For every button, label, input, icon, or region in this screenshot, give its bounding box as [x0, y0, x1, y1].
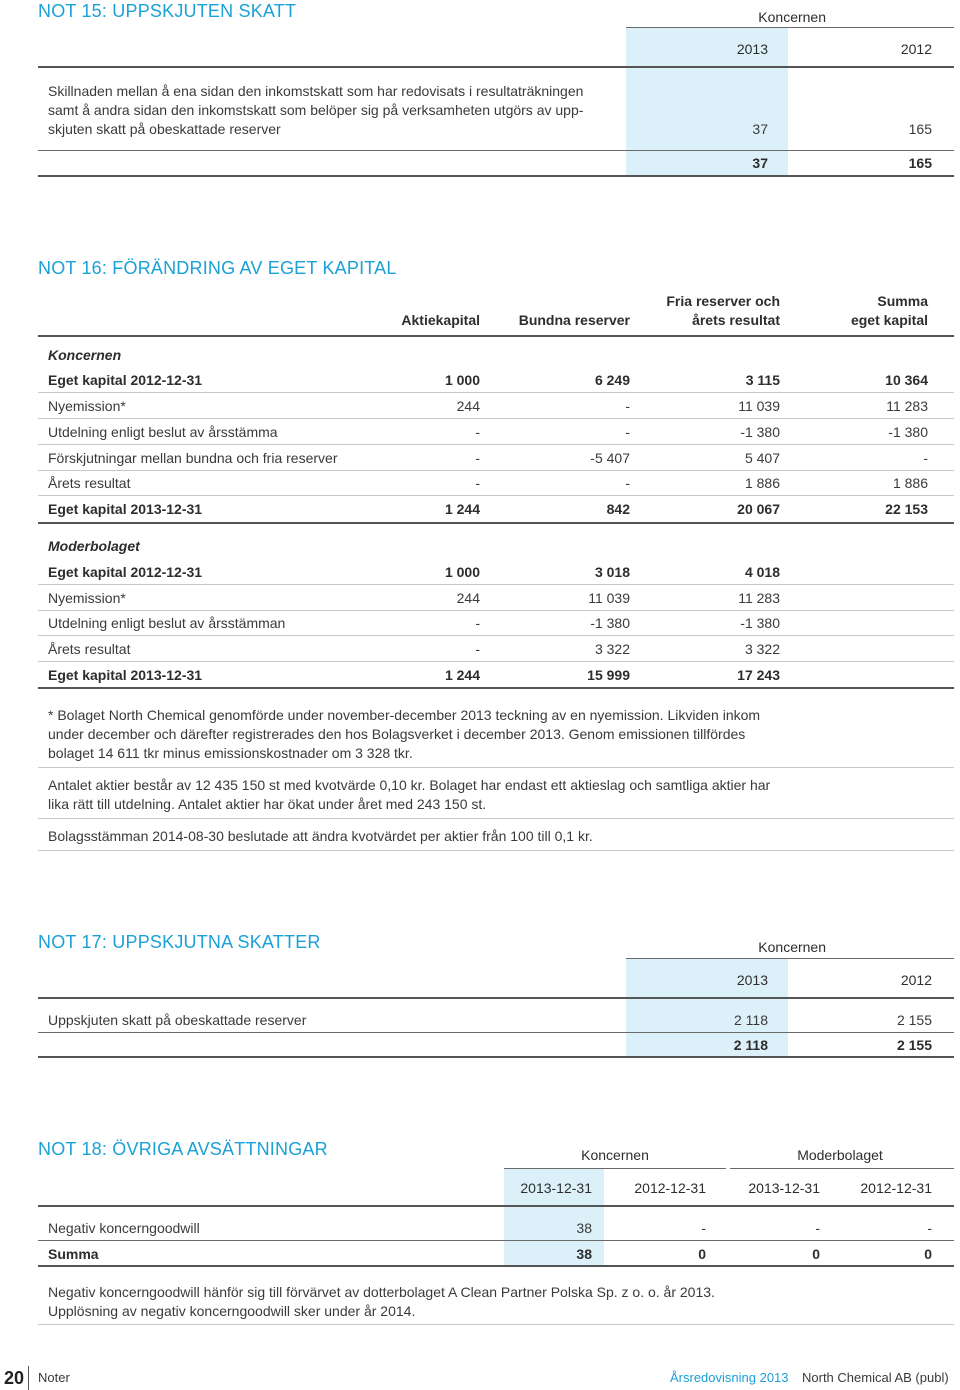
note16-footnote-rule-1	[38, 767, 954, 768]
row-rule	[38, 584, 954, 585]
note15-year-2013: 2013	[736, 41, 768, 57]
note17-row-2012: 2 155	[896, 1012, 932, 1028]
row-rule	[38, 444, 954, 445]
row-summa: 4 018	[744, 564, 780, 580]
note18-title: NOT 18: ÖVRIGA AVSÄTTNINGAR	[38, 1139, 328, 1159]
note15-sum-rule	[38, 150, 954, 151]
note16-section-moderbolaget: Moderbolaget	[48, 538, 140, 554]
note15-group-rule	[626, 27, 954, 28]
note18-date-2: 2012-12-31	[634, 1180, 706, 1196]
note16-footnote-rule-2	[38, 818, 954, 819]
note18-group-rule-moder	[730, 1168, 954, 1169]
row-aktiekapital: -	[475, 615, 480, 631]
row-rule	[38, 610, 954, 611]
note18-note-line1: Negativ koncerngoodwill hänför sig till förvärvet av dotterbolaget A Clean Partner Polska Sp. z o. o. år 2013.	[48, 1284, 715, 1300]
note18-sum-val-2: 0	[698, 1246, 706, 1262]
note18-row-val-2: -	[701, 1220, 706, 1236]
row-aktiekapital: 244	[456, 590, 480, 606]
note16-footnote1-line1: * Bolaget North Chemical genomförde under november-december 2013 teckning av en nyemission. Likviden inkom	[48, 707, 761, 723]
row-summa: 11 283	[738, 590, 780, 606]
row-fria: 3 322	[594, 641, 630, 657]
row-label: Utdelning enligt beslut av årsstämman	[48, 615, 286, 631]
note17-row-label: Uppskjuten skatt på obeskattade reserver	[48, 1012, 307, 1028]
row-label: Nyemission*	[48, 590, 126, 606]
row-rule	[38, 495, 954, 496]
note16-footnote2-line2: lika rätt till utdelning. Antalet aktier har ökat under året med 243 150 st.	[48, 796, 487, 812]
row-summa: 10 364	[885, 372, 928, 388]
note18-row-val-3: -	[815, 1220, 820, 1236]
note18-note-line2: Upplösning av negativ koncerngoodwill sker under år 2014.	[48, 1303, 416, 1319]
note15-desc-line-2: samt å andra sidan den inkomstskatt som belöper sig på verksamheten utgörs av upp-	[48, 102, 584, 118]
note16-moder-bottom-rule	[38, 687, 954, 689]
note15-group-header: Koncernen	[758, 9, 826, 25]
footer-divider	[28, 1366, 29, 1390]
row-bundna: -	[625, 398, 630, 414]
row-summa: -	[923, 450, 928, 466]
row-label: Eget kapital 2013-12-31	[48, 501, 203, 517]
note16-col-summa-2: eget kapital	[850, 312, 928, 328]
note18-date-3: 2013-12-31	[748, 1180, 820, 1196]
row-rule	[38, 392, 954, 393]
note15-row-2012: 165	[908, 121, 932, 137]
row-aktiekapital: 1 000	[444, 564, 480, 580]
note16-col-fria-2: årets resultat	[692, 312, 780, 328]
note16-footnote-rule-3	[38, 850, 954, 851]
row-fria: -1 380	[590, 615, 630, 631]
row-fria: 1 886	[744, 475, 780, 491]
note15-title: NOT 15: UPPSKJUTEN SKATT	[38, 1, 297, 21]
row-aktiekapital: 244	[456, 398, 480, 414]
note16-col-aktiekapital: Aktiekapital	[401, 312, 480, 328]
note15-sum-2013: 37	[752, 155, 768, 171]
note18-group-moderbolaget: Moderbolaget	[797, 1147, 883, 1163]
note16-section-koncernen: Koncernen	[48, 347, 122, 363]
note18-row-label: Negativ koncerngoodwill	[48, 1220, 200, 1236]
note16-footnote2-line1: Antalet aktier består av 12 435 150 st med kvotvärde 0,10 kr. Bolaget har endast ett aktieslag och samtliga aktier har	[48, 777, 771, 793]
note18-sum-val-1: 38	[576, 1246, 592, 1262]
note17-sum-2012: 2 155	[896, 1037, 932, 1053]
note17-year-2012: 2012	[900, 972, 932, 988]
note18-sum-rule	[38, 1240, 954, 1241]
note16-footnote3: Bolagsstämman 2014-08-30 beslutade att ändra kvotvärdet per aktier från 100 till 0,1 kr.	[48, 828, 593, 844]
note16-col-bundna: Bundna reserver	[518, 312, 630, 328]
row-bundna: 842	[606, 501, 630, 517]
row-summa: 11 283	[886, 398, 928, 414]
row-fria: 3 018	[594, 564, 630, 580]
note15-year-2012: 2012	[900, 41, 932, 57]
note16-col-fria-1: Fria reserver och	[666, 293, 780, 309]
note15-sum-2012: 165	[908, 155, 932, 171]
row-rule	[38, 418, 954, 419]
row-label: Utdelning enligt beslut av årsstämma	[48, 424, 278, 440]
row-rule	[38, 635, 954, 636]
row-fria: 20 067	[737, 501, 780, 517]
note18-row-val-4: -	[927, 1220, 932, 1236]
page-number: 20	[4, 1368, 25, 1388]
note16-footnote1-line3: bolaget 14 611 tkr minus emissionskostnader om 3 328 tkr.	[48, 745, 413, 761]
note17-sum-rule	[38, 1032, 954, 1033]
row-bundna: -5 407	[590, 450, 630, 466]
note15-bottom-rule	[38, 175, 954, 177]
row-rule	[38, 661, 954, 662]
row-summa: -1 380	[888, 424, 928, 440]
note15-row-2013: 37	[752, 121, 768, 137]
row-aktiekapital: -	[475, 475, 480, 491]
row-aktiekapital: 1 244	[444, 501, 480, 517]
note16-header-rule	[38, 335, 954, 337]
row-summa: -1 380	[740, 615, 780, 631]
note17-sum-2013: 2 118	[733, 1037, 768, 1053]
note18-date-1: 2013-12-31	[520, 1180, 592, 1196]
footer-section: Noter	[38, 1370, 70, 1385]
row-label: Eget kapital 2012-12-31	[48, 564, 203, 580]
row-fria: 3 115	[745, 372, 780, 388]
row-fria: 15 999	[587, 667, 630, 683]
row-bundna: -	[625, 424, 630, 440]
row-summa: 3 322	[744, 641, 780, 657]
row-summa: 1 886	[892, 475, 928, 491]
note15-desc-line-1: Skillnaden mellan å ena sidan den inkomstskatt som har redovisats i resultaträkningen	[48, 83, 584, 99]
note16-footnote1-line2: under december och därefter registrerades den hos Bolagsverket i december 2013. Genom emissionen tillfördes	[48, 726, 746, 742]
row-fria: 11 039	[738, 398, 780, 414]
row-aktiekapital: -	[475, 424, 480, 440]
note16-title: NOT 16: FÖRÄNDRING AV EGET KAPITAL	[38, 258, 397, 278]
note15-desc-line-3: skjuten skatt på obeskattade reserver	[48, 121, 281, 137]
row-bundna: -	[625, 475, 630, 491]
row-aktiekapital: 1 000	[444, 372, 480, 388]
row-aktiekapital: -	[475, 641, 480, 657]
row-fria: 5 407	[744, 450, 780, 466]
note18-date-4: 2012-12-31	[860, 1180, 932, 1196]
note18-sum-val-3: 0	[812, 1246, 820, 1262]
note17-year-2013: 2013	[736, 972, 768, 988]
row-aktiekapital: -	[475, 450, 480, 466]
row-label: Eget kapital 2013-12-31	[48, 667, 203, 683]
note18-sum-label: Summa	[48, 1246, 99, 1262]
row-label: Årets resultat	[48, 475, 131, 491]
row-aktiekapital: 1 244	[444, 667, 480, 683]
note16-col-summa-1: Summa	[877, 293, 928, 309]
row-summa: 17 243	[737, 667, 780, 683]
row-label: Eget kapital 2012-12-31	[48, 372, 203, 388]
note18-group-rule-koncern	[504, 1168, 726, 1169]
row-label: Nyemission*	[48, 398, 126, 414]
note18-header-rule	[38, 1205, 954, 1207]
note17-group-header: Koncernen	[758, 939, 826, 955]
row-label: Årets resultat	[48, 641, 131, 657]
note17-bottom-rule	[38, 1056, 954, 1058]
note18-note-rule	[38, 1324, 954, 1325]
row-fria: -1 380	[740, 424, 780, 440]
footer-report: Årsredovisning 2013	[670, 1370, 789, 1385]
note18-group-koncernen: Koncernen	[581, 1147, 649, 1163]
row-label: Förskjutningar mellan bundna och fria reserver	[48, 450, 338, 466]
note15-header-rule	[38, 66, 954, 68]
row-summa: 22 153	[885, 501, 928, 517]
note17-header-rule	[38, 997, 954, 999]
footer-company: North Chemical AB (publ)	[802, 1370, 949, 1385]
row-rule	[38, 470, 954, 471]
note17-row-2013: 2 118	[734, 1012, 768, 1028]
note16-koncern-bottom-rule	[38, 522, 954, 524]
note17-group-rule	[626, 958, 954, 959]
row-fria: 11 039	[588, 590, 630, 606]
note17-title: NOT 17: UPPSKJUTNA SKATTER	[38, 932, 321, 952]
note18-sum-val-4: 0	[924, 1246, 932, 1262]
note18-bottom-rule	[38, 1265, 954, 1267]
row-bundna: 6 249	[594, 372, 630, 388]
note18-row-val-1: 38	[576, 1220, 592, 1236]
